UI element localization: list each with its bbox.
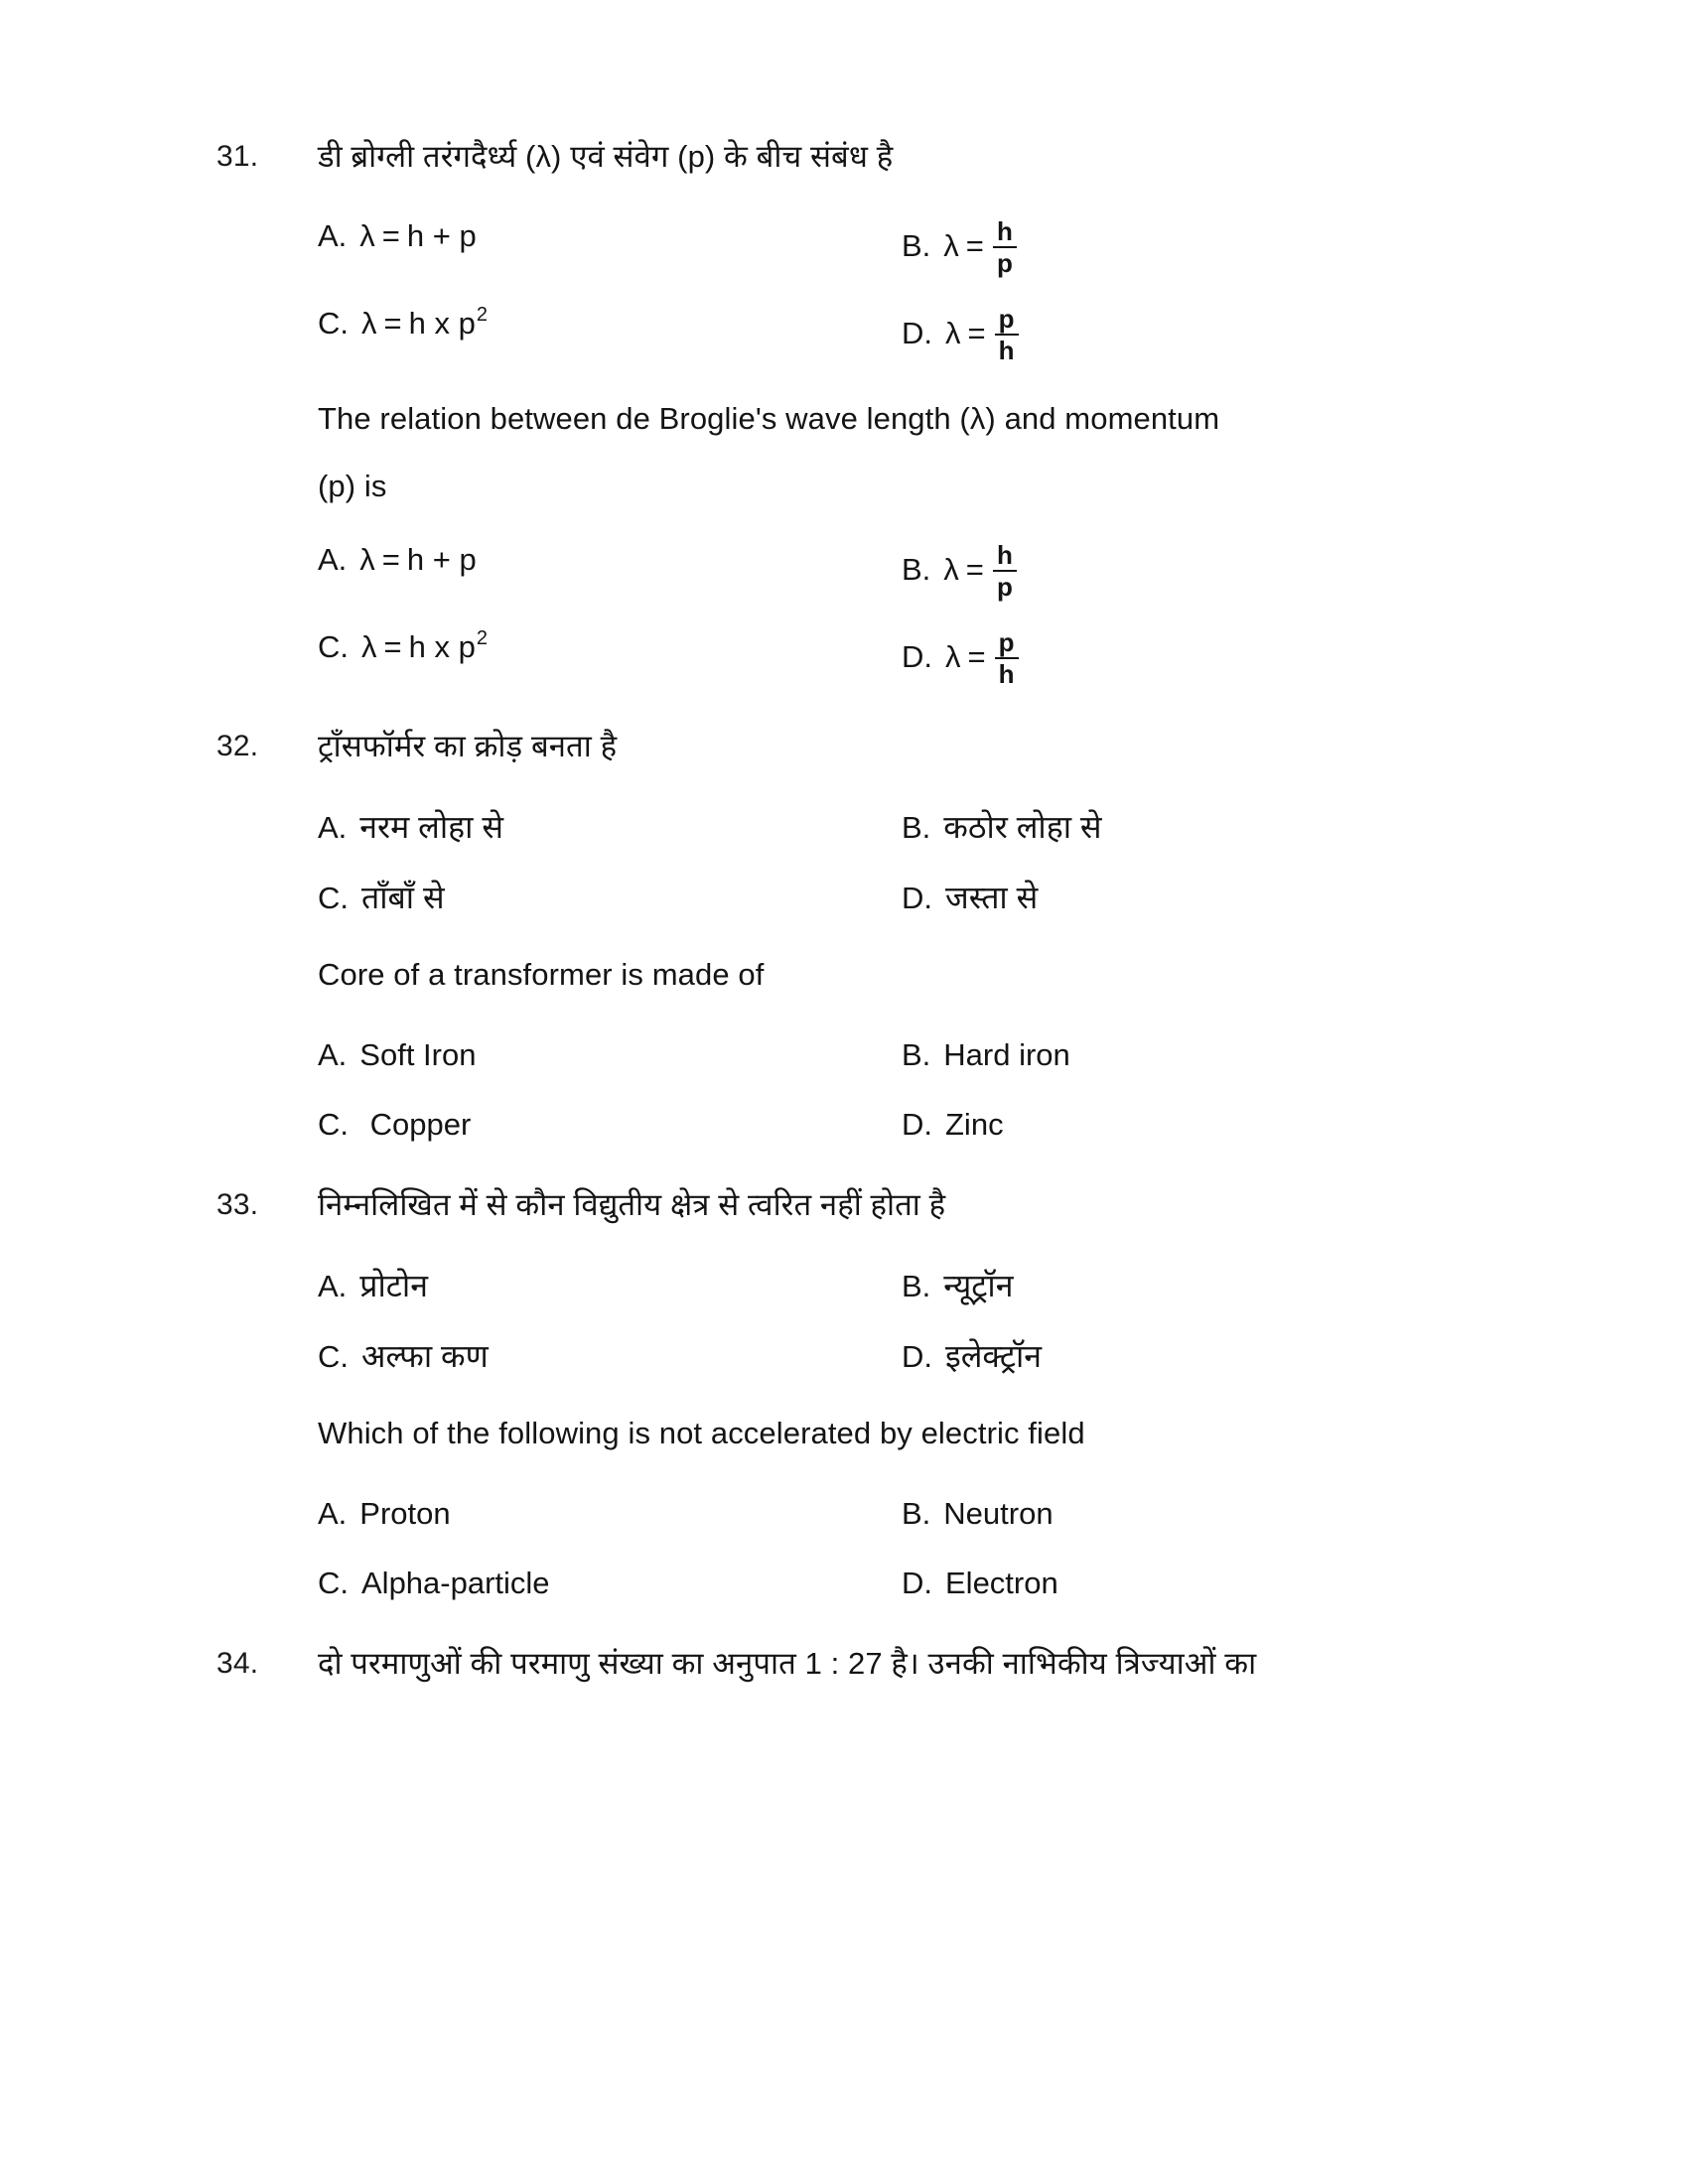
option-letter: A. — [318, 810, 348, 845]
question-stem-hindi: दो परमाणुओं की परमाणु संख्या का अनुपात 1 : 27 है। उनकी नाभिकीय त्रिज्याओं का — [318, 1646, 1257, 1681]
fraction — [993, 217, 1017, 277]
option-d[interactable] — [902, 877, 1497, 919]
fraction-denominator: p — [996, 572, 1013, 602]
option-a[interactable] — [318, 1493, 902, 1535]
question-32 — [216, 727, 1497, 1146]
option-letter: B. — [902, 1269, 931, 1303]
question-31 — [216, 137, 1497, 687]
option-a[interactable] — [318, 1034, 902, 1076]
option-formula — [945, 627, 1021, 687]
fraction-denominator: h — [998, 659, 1015, 689]
option-letter: B. — [902, 228, 931, 263]
option-letter: C. — [318, 629, 349, 664]
option-a[interactable] — [318, 216, 902, 256]
option-c[interactable] — [318, 877, 902, 919]
option-letter: B. — [902, 810, 931, 845]
question-34 — [216, 1644, 1497, 1684]
question-stem-hindi: डी ब्रोग्ली तरंगदैर्ध्य (λ) एवं संवेग (p) के बीच संबंध है — [318, 139, 894, 174]
option-b[interactable] — [902, 216, 1497, 276]
fraction — [993, 541, 1017, 601]
fraction-numerator: p — [998, 627, 1015, 657]
option-label: जस्ता से — [945, 880, 1039, 915]
question-stem-english-line-2: (p) is — [318, 469, 387, 503]
question-number: 33. — [216, 1188, 259, 1221]
option-c[interactable] — [318, 1563, 902, 1604]
fraction-denominator: p — [996, 248, 1013, 278]
option-label: Alpha-particle — [361, 1566, 550, 1600]
question-body — [318, 1185, 1497, 1604]
option-row — [318, 304, 1497, 363]
fraction — [995, 305, 1019, 364]
question-stem-hindi: निम्नलिखित में से कौन विद्युतीय क्षेत्र से त्वरित नहीं होता है — [318, 1187, 946, 1222]
option-letter: D. — [902, 316, 932, 350]
question-list — [216, 137, 1497, 1684]
option-c[interactable] — [318, 1104, 902, 1146]
option-label: Proton — [359, 1496, 451, 1531]
option-letter: D. — [902, 881, 932, 915]
option-letter: A. — [318, 1037, 348, 1072]
option-formula — [943, 216, 1019, 276]
option-letter: C. — [318, 1566, 349, 1600]
option-label: न्यूट्रॉन — [943, 1268, 1014, 1303]
option-a[interactable] — [318, 540, 902, 580]
equals-sign: = — [381, 218, 400, 253]
equals-sign: = — [383, 306, 402, 341]
lambda-symbol: λ — [359, 542, 375, 577]
question-number: 31. — [216, 140, 259, 173]
option-c[interactable] — [318, 1335, 902, 1378]
option-label: इलेक्ट्रॉन — [945, 1338, 1043, 1374]
option-d[interactable] — [902, 1335, 1497, 1378]
option-formula — [359, 540, 476, 580]
option-row — [318, 627, 1497, 687]
option-formula — [945, 304, 1021, 363]
option-label: Neutron — [943, 1496, 1054, 1531]
question-stem-english: Which of the following is not accelerated by electric field — [318, 1416, 1085, 1450]
fraction — [995, 628, 1019, 688]
option-label: कठोर लोहा से — [943, 809, 1102, 845]
lambda-symbol: λ — [361, 306, 377, 341]
equals-sign: = — [967, 639, 986, 674]
question-body — [318, 137, 1497, 687]
option-letter: B. — [902, 1037, 931, 1072]
option-d[interactable] — [902, 627, 1497, 687]
option-letter: B. — [902, 552, 931, 587]
option-formula — [359, 216, 476, 256]
option-expression: h + p — [406, 218, 477, 253]
option-b[interactable] — [902, 1265, 1497, 1307]
option-row — [318, 1335, 1497, 1378]
question-stem-hindi: ट्राँसफॉर्मर का क्रोड़ बनता है — [318, 729, 618, 763]
option-letter: A. — [318, 542, 348, 577]
fraction-numerator: h — [996, 540, 1013, 570]
option-label: अल्फा कण — [361, 1338, 489, 1374]
option-letter: D. — [902, 639, 932, 674]
option-row — [318, 1265, 1497, 1307]
option-b[interactable] — [902, 540, 1497, 600]
option-row — [318, 1034, 1497, 1076]
question-stem-english-line-1: The relation between de Broglie's wave length (λ) and momentum — [318, 401, 1220, 436]
lambda-symbol: λ — [945, 639, 961, 674]
equals-sign: = — [381, 542, 400, 577]
option-row — [318, 540, 1497, 600]
lambda-symbol: λ — [359, 218, 375, 253]
option-row — [318, 1563, 1497, 1604]
option-label: नरम लोहा से — [359, 809, 503, 845]
option-letter: B. — [902, 1496, 931, 1531]
option-letter: A. — [318, 218, 348, 253]
option-label: Soft Iron — [359, 1037, 477, 1072]
option-letter: C. — [318, 1107, 349, 1142]
option-d[interactable] — [902, 1104, 1497, 1146]
option-letter: A. — [318, 1269, 348, 1303]
option-row — [318, 1104, 1497, 1146]
option-letter: C. — [318, 881, 349, 915]
option-expression: h + p — [406, 542, 477, 577]
option-letter: A. — [318, 1496, 348, 1531]
option-formula: λ = h x p 2 — [361, 304, 487, 343]
equals-sign: = — [967, 316, 986, 350]
option-label: Zinc — [945, 1107, 1004, 1142]
fraction-numerator: h — [996, 216, 1013, 246]
option-label: Electron — [945, 1566, 1058, 1600]
lambda-symbol: λ — [943, 552, 959, 587]
option-label: ताँबाँ से — [361, 880, 445, 915]
question-body — [318, 1644, 1497, 1684]
option-letter: D. — [902, 1107, 932, 1142]
option-label: Hard iron — [943, 1037, 1070, 1072]
lambda-symbol: λ — [945, 316, 961, 350]
option-c[interactable] — [318, 627, 902, 667]
question-number: 34. — [216, 1647, 259, 1680]
option-c[interactable] — [318, 304, 902, 343]
option-letter: C. — [318, 306, 349, 341]
option-row — [318, 1493, 1497, 1535]
option-letter: D. — [902, 1339, 932, 1374]
option-row — [318, 216, 1497, 276]
option-d[interactable] — [902, 304, 1497, 363]
option-d[interactable] — [902, 1563, 1497, 1604]
option-letter: C. — [318, 1339, 349, 1374]
option-label: प्रोटोन — [359, 1268, 428, 1303]
option-a[interactable] — [318, 806, 902, 849]
question-stem-english: Core of a transformer is made of — [318, 957, 765, 992]
option-b[interactable] — [902, 1034, 1497, 1076]
option-label: Copper — [361, 1107, 472, 1142]
equals-sign: = — [965, 228, 984, 263]
question-number: 32. — [216, 730, 259, 762]
fraction-numerator: p — [998, 304, 1015, 334]
lambda-symbol: λ — [943, 228, 959, 263]
equals-sign: = — [965, 552, 984, 587]
option-formula: λ = h x p 2 — [361, 627, 487, 667]
option-expression: h x p — [408, 306, 476, 341]
option-letter: D. — [902, 1566, 932, 1600]
question-body — [318, 727, 1497, 1146]
option-b[interactable] — [902, 1493, 1497, 1535]
option-row — [318, 806, 1497, 849]
option-expression: h x p — [408, 629, 476, 664]
option-b[interactable] — [902, 806, 1497, 849]
question-33 — [216, 1185, 1497, 1604]
fraction-denominator: h — [998, 336, 1015, 365]
option-formula — [943, 540, 1019, 600]
option-row — [318, 877, 1497, 919]
lambda-symbol: λ — [361, 629, 377, 664]
equals-sign: = — [383, 629, 402, 664]
option-a[interactable] — [318, 1265, 902, 1307]
